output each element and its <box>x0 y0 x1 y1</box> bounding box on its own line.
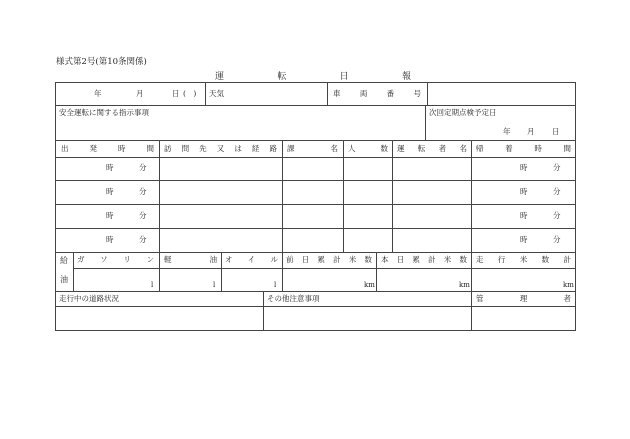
title-char: 運 <box>215 72 225 82</box>
rule-trip-3 <box>55 228 576 229</box>
rule-trip-1 <box>55 180 576 181</box>
vehicle-number-field[interactable] <box>428 83 575 105</box>
light-oil-header: 軽 油 <box>164 255 217 264</box>
distance-header: 走 行 米 数 計 <box>476 255 571 264</box>
oil-unit: l <box>274 281 277 289</box>
other-notes-label: その他注意事項 <box>267 294 320 303</box>
inspection-month-label: 月 <box>527 127 535 136</box>
rule-trip-col-3 <box>343 140 344 252</box>
prev-total-unit: km <box>364 281 375 289</box>
today-total-unit: km <box>459 281 470 289</box>
departure-hour-label: 時 <box>106 163 114 172</box>
gasoline-header: ガ ソ リ ン <box>77 255 154 264</box>
rule-date-bottom <box>55 105 576 106</box>
rule-fuel-col-3 <box>282 252 283 291</box>
manager-stamp-field[interactable] <box>472 307 575 330</box>
rule-date-weather <box>205 82 206 105</box>
departure-hour-label: 時 <box>106 187 114 196</box>
title-char: 転 <box>277 72 287 82</box>
rule-trip-col-1 <box>159 140 160 252</box>
rule-fuel-bottom <box>55 291 576 292</box>
departure-minute-label: 分 <box>139 235 147 244</box>
gasoline-unit: l <box>151 281 154 289</box>
document-title <box>215 69 411 82</box>
fuel-side-label-1: 給 <box>60 256 68 265</box>
rule-trip-col-2 <box>282 140 283 252</box>
inspection-year-label: 年 <box>503 127 511 136</box>
destination-header: 訪 問 先 又 は 経 路 <box>164 144 277 153</box>
weather-label: 天気 <box>209 89 224 98</box>
rule-fuel-col-5 <box>471 252 472 291</box>
prev-total-header: 前 日 累 計 米 数 <box>286 255 372 264</box>
departure-minute-label: 分 <box>139 163 147 172</box>
rule-trip-4 <box>55 252 576 253</box>
fuel-side-label-2: 油 <box>60 275 68 284</box>
title-char: 日 <box>339 72 349 82</box>
rule-bottom <box>55 330 576 331</box>
return-hour-label: 時 <box>520 211 528 220</box>
form-label: 様式第2号(第10条関係) <box>56 57 147 67</box>
vehicle-number-label: 車 両 番 号 <box>333 89 421 98</box>
rule-instructions-bottom <box>55 140 576 141</box>
road-conditions-label: 走行中の道路状況 <box>59 294 119 303</box>
departure-minute-label: 分 <box>139 187 147 196</box>
light-oil-unit: l <box>213 281 216 289</box>
rule-instructions-inspection <box>425 105 426 140</box>
return-time-header: 帰 着 時 間 <box>476 144 571 153</box>
rule-trip-header <box>55 157 576 158</box>
rule-trip-col-4 <box>392 140 393 252</box>
title-char: 報 <box>401 72 411 82</box>
date-year-label: 年 <box>94 89 102 98</box>
date-month-label: 月 <box>136 89 144 98</box>
return-minute-label: 分 <box>553 163 561 172</box>
rule-fuel-header <box>73 268 576 269</box>
distance-unit: km <box>563 281 574 289</box>
safety-instructions-field[interactable] <box>56 120 424 140</box>
inspection-day-label: 日 <box>552 127 560 136</box>
rule-fuel-col-2 <box>221 252 222 291</box>
today-total-header: 本 日 累 計 米 数 <box>381 255 467 264</box>
departure-minute-label: 分 <box>139 211 147 220</box>
date-weekday-label: ( ) <box>183 89 197 98</box>
date-day-label: 日 <box>172 89 180 98</box>
safety-instructions-label: 安全運転に関する指示事項 <box>59 108 149 117</box>
rule-right <box>575 82 576 331</box>
road-conditions-field[interactable] <box>56 307 262 330</box>
return-hour-label: 時 <box>520 187 528 196</box>
departure-time-header: 出 発 時 間 <box>61 144 154 153</box>
rule-fuel-col-4 <box>376 252 377 291</box>
return-minute-label: 分 <box>553 235 561 244</box>
manager-label: 管 理 者 <box>476 294 571 303</box>
rule-trip-col-5 <box>471 140 472 252</box>
departure-hour-label: 時 <box>106 235 114 244</box>
return-hour-label: 時 <box>520 163 528 172</box>
section-header: 課 名 <box>287 144 338 153</box>
rule-fuel-col-1 <box>159 252 160 291</box>
rule-trip-2 <box>55 204 576 205</box>
driver-header: 運 転 者 名 <box>397 144 467 153</box>
departure-hour-label: 時 <box>106 211 114 220</box>
return-hour-label: 時 <box>520 235 528 244</box>
return-minute-label: 分 <box>553 211 561 220</box>
oil-header: オ イ ル <box>225 255 278 264</box>
people-header: 人 数 <box>348 144 388 153</box>
other-notes-field[interactable] <box>264 307 470 330</box>
rule-weather-vehicle <box>327 82 328 105</box>
next-inspection-label: 次回定期点検予定日 <box>429 108 497 117</box>
return-minute-label: 分 <box>553 187 561 196</box>
rule-fuel-col-0 <box>73 252 74 291</box>
